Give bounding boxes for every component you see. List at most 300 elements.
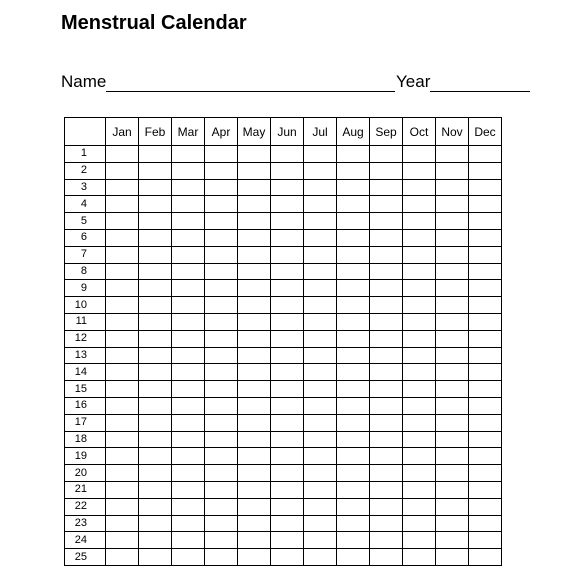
year-blank-line[interactable] bbox=[430, 91, 530, 92]
day-cell-feb[interactable] bbox=[139, 213, 172, 230]
day-cell-oct[interactable] bbox=[403, 162, 436, 179]
day-cell-nov[interactable] bbox=[436, 280, 469, 297]
day-cell-nov[interactable] bbox=[436, 246, 469, 263]
day-cell-jan[interactable] bbox=[106, 263, 139, 280]
day-cell-jan[interactable] bbox=[106, 146, 139, 163]
day-cell-jan[interactable] bbox=[106, 431, 139, 448]
day-cell-oct[interactable] bbox=[403, 330, 436, 347]
day-cell-feb[interactable] bbox=[139, 229, 172, 246]
day-cell-oct[interactable] bbox=[403, 481, 436, 498]
day-cell-aug[interactable] bbox=[337, 448, 370, 465]
day-cell-oct[interactable] bbox=[403, 532, 436, 549]
day-cell-jan[interactable] bbox=[106, 465, 139, 482]
day-cell-apr[interactable] bbox=[205, 431, 238, 448]
day-cell-may[interactable] bbox=[238, 213, 271, 230]
day-cell-apr[interactable] bbox=[205, 515, 238, 532]
day-cell-jun[interactable] bbox=[271, 196, 304, 213]
day-cell-mar[interactable] bbox=[172, 196, 205, 213]
day-cell-jan[interactable] bbox=[106, 213, 139, 230]
day-cell-apr[interactable] bbox=[205, 414, 238, 431]
day-cell-may[interactable] bbox=[238, 313, 271, 330]
day-cell-feb[interactable] bbox=[139, 364, 172, 381]
day-cell-may[interactable] bbox=[238, 481, 271, 498]
day-cell-apr[interactable] bbox=[205, 347, 238, 364]
day-cell-jul[interactable] bbox=[304, 481, 337, 498]
day-cell-sep[interactable] bbox=[370, 313, 403, 330]
day-cell-apr[interactable] bbox=[205, 146, 238, 163]
day-cell-sep[interactable] bbox=[370, 263, 403, 280]
day-cell-jun[interactable] bbox=[271, 213, 304, 230]
day-cell-jul[interactable] bbox=[304, 347, 337, 364]
day-cell-jul[interactable] bbox=[304, 465, 337, 482]
day-cell-feb[interactable] bbox=[139, 481, 172, 498]
day-cell-apr[interactable] bbox=[205, 448, 238, 465]
day-cell-sep[interactable] bbox=[370, 397, 403, 414]
day-cell-jan[interactable] bbox=[106, 313, 139, 330]
day-cell-may[interactable] bbox=[238, 297, 271, 314]
day-cell-dec[interactable] bbox=[469, 431, 502, 448]
day-cell-mar[interactable] bbox=[172, 515, 205, 532]
day-cell-feb[interactable] bbox=[139, 397, 172, 414]
day-cell-oct[interactable] bbox=[403, 364, 436, 381]
day-cell-apr[interactable] bbox=[205, 381, 238, 398]
day-cell-jul[interactable] bbox=[304, 431, 337, 448]
day-cell-nov[interactable] bbox=[436, 330, 469, 347]
day-cell-nov[interactable] bbox=[436, 213, 469, 230]
day-cell-aug[interactable] bbox=[337, 213, 370, 230]
day-cell-sep[interactable] bbox=[370, 431, 403, 448]
day-cell-apr[interactable] bbox=[205, 229, 238, 246]
day-cell-jun[interactable] bbox=[271, 364, 304, 381]
day-cell-aug[interactable] bbox=[337, 179, 370, 196]
day-cell-dec[interactable] bbox=[469, 263, 502, 280]
day-cell-feb[interactable] bbox=[139, 297, 172, 314]
day-cell-aug[interactable] bbox=[337, 465, 370, 482]
day-cell-dec[interactable] bbox=[469, 146, 502, 163]
day-cell-jan[interactable] bbox=[106, 162, 139, 179]
day-cell-may[interactable] bbox=[238, 146, 271, 163]
day-cell-dec[interactable] bbox=[469, 515, 502, 532]
day-cell-apr[interactable] bbox=[205, 246, 238, 263]
day-cell-dec[interactable] bbox=[469, 213, 502, 230]
day-cell-sep[interactable] bbox=[370, 414, 403, 431]
day-cell-may[interactable] bbox=[238, 179, 271, 196]
day-cell-dec[interactable] bbox=[469, 347, 502, 364]
day-cell-apr[interactable] bbox=[205, 465, 238, 482]
day-cell-nov[interactable] bbox=[436, 481, 469, 498]
day-cell-feb[interactable] bbox=[139, 347, 172, 364]
day-cell-dec[interactable] bbox=[469, 397, 502, 414]
day-cell-aug[interactable] bbox=[337, 431, 370, 448]
day-cell-sep[interactable] bbox=[370, 465, 403, 482]
day-cell-jun[interactable] bbox=[271, 532, 304, 549]
day-cell-jun[interactable] bbox=[271, 280, 304, 297]
day-cell-mar[interactable] bbox=[172, 162, 205, 179]
day-cell-may[interactable] bbox=[238, 263, 271, 280]
day-cell-apr[interactable] bbox=[205, 179, 238, 196]
day-cell-feb[interactable] bbox=[139, 549, 172, 566]
day-cell-apr[interactable] bbox=[205, 498, 238, 515]
day-cell-dec[interactable] bbox=[469, 465, 502, 482]
day-cell-nov[interactable] bbox=[436, 263, 469, 280]
day-cell-mar[interactable] bbox=[172, 397, 205, 414]
day-cell-feb[interactable] bbox=[139, 498, 172, 515]
day-cell-may[interactable] bbox=[238, 162, 271, 179]
day-cell-feb[interactable] bbox=[139, 146, 172, 163]
day-cell-sep[interactable] bbox=[370, 347, 403, 364]
day-cell-dec[interactable] bbox=[469, 414, 502, 431]
day-cell-jun[interactable] bbox=[271, 431, 304, 448]
day-cell-jan[interactable] bbox=[106, 515, 139, 532]
day-cell-sep[interactable] bbox=[370, 213, 403, 230]
day-cell-dec[interactable] bbox=[469, 448, 502, 465]
day-cell-jan[interactable] bbox=[106, 364, 139, 381]
day-cell-jan[interactable] bbox=[106, 498, 139, 515]
day-cell-feb[interactable] bbox=[139, 414, 172, 431]
day-cell-jul[interactable] bbox=[304, 532, 337, 549]
day-cell-jun[interactable] bbox=[271, 179, 304, 196]
day-cell-oct[interactable] bbox=[403, 397, 436, 414]
day-cell-aug[interactable] bbox=[337, 162, 370, 179]
day-cell-oct[interactable] bbox=[403, 347, 436, 364]
day-cell-jul[interactable] bbox=[304, 179, 337, 196]
day-cell-jan[interactable] bbox=[106, 481, 139, 498]
day-cell-jul[interactable] bbox=[304, 196, 337, 213]
day-cell-apr[interactable] bbox=[205, 330, 238, 347]
day-cell-nov[interactable] bbox=[436, 179, 469, 196]
day-cell-dec[interactable] bbox=[469, 229, 502, 246]
day-cell-nov[interactable] bbox=[436, 162, 469, 179]
day-cell-aug[interactable] bbox=[337, 515, 370, 532]
day-cell-dec[interactable] bbox=[469, 364, 502, 381]
day-cell-sep[interactable] bbox=[370, 381, 403, 398]
day-cell-feb[interactable] bbox=[139, 465, 172, 482]
day-cell-jun[interactable] bbox=[271, 397, 304, 414]
day-cell-jul[interactable] bbox=[304, 549, 337, 566]
day-cell-feb[interactable] bbox=[139, 162, 172, 179]
day-cell-sep[interactable] bbox=[370, 246, 403, 263]
day-cell-sep[interactable] bbox=[370, 364, 403, 381]
day-cell-jun[interactable] bbox=[271, 498, 304, 515]
day-cell-may[interactable] bbox=[238, 465, 271, 482]
day-cell-jun[interactable] bbox=[271, 465, 304, 482]
day-cell-sep[interactable] bbox=[370, 532, 403, 549]
day-cell-mar[interactable] bbox=[172, 364, 205, 381]
day-cell-jun[interactable] bbox=[271, 313, 304, 330]
day-cell-sep[interactable] bbox=[370, 162, 403, 179]
day-cell-sep[interactable] bbox=[370, 229, 403, 246]
day-cell-jan[interactable] bbox=[106, 196, 139, 213]
day-cell-sep[interactable] bbox=[370, 549, 403, 566]
day-cell-sep[interactable] bbox=[370, 280, 403, 297]
day-cell-may[interactable] bbox=[238, 280, 271, 297]
day-cell-dec[interactable] bbox=[469, 280, 502, 297]
day-cell-jul[interactable] bbox=[304, 414, 337, 431]
day-cell-nov[interactable] bbox=[436, 196, 469, 213]
day-cell-jun[interactable] bbox=[271, 162, 304, 179]
day-cell-jul[interactable] bbox=[304, 330, 337, 347]
day-cell-jun[interactable] bbox=[271, 515, 304, 532]
day-cell-jun[interactable] bbox=[271, 414, 304, 431]
day-cell-mar[interactable] bbox=[172, 532, 205, 549]
day-cell-nov[interactable] bbox=[436, 347, 469, 364]
day-cell-jan[interactable] bbox=[106, 381, 139, 398]
day-cell-sep[interactable] bbox=[370, 498, 403, 515]
day-cell-nov[interactable] bbox=[436, 515, 469, 532]
day-cell-dec[interactable] bbox=[469, 330, 502, 347]
day-cell-jul[interactable] bbox=[304, 229, 337, 246]
day-cell-sep[interactable] bbox=[370, 179, 403, 196]
day-cell-mar[interactable] bbox=[172, 313, 205, 330]
day-cell-feb[interactable] bbox=[139, 179, 172, 196]
day-cell-apr[interactable] bbox=[205, 196, 238, 213]
day-cell-apr[interactable] bbox=[205, 297, 238, 314]
day-cell-nov[interactable] bbox=[436, 146, 469, 163]
day-cell-aug[interactable] bbox=[337, 498, 370, 515]
day-cell-apr[interactable] bbox=[205, 481, 238, 498]
day-cell-jun[interactable] bbox=[271, 263, 304, 280]
day-cell-may[interactable] bbox=[238, 347, 271, 364]
day-cell-aug[interactable] bbox=[337, 330, 370, 347]
day-cell-oct[interactable] bbox=[403, 313, 436, 330]
day-cell-feb[interactable] bbox=[139, 448, 172, 465]
day-cell-jan[interactable] bbox=[106, 347, 139, 364]
day-cell-oct[interactable] bbox=[403, 448, 436, 465]
day-cell-jul[interactable] bbox=[304, 381, 337, 398]
day-cell-nov[interactable] bbox=[436, 364, 469, 381]
day-cell-dec[interactable] bbox=[469, 532, 502, 549]
day-cell-mar[interactable] bbox=[172, 481, 205, 498]
day-cell-jun[interactable] bbox=[271, 146, 304, 163]
day-cell-jan[interactable] bbox=[106, 246, 139, 263]
day-cell-jun[interactable] bbox=[271, 481, 304, 498]
day-cell-may[interactable] bbox=[238, 196, 271, 213]
day-cell-sep[interactable] bbox=[370, 330, 403, 347]
day-cell-may[interactable] bbox=[238, 515, 271, 532]
name-blank-line[interactable] bbox=[106, 91, 395, 92]
day-cell-jun[interactable] bbox=[271, 549, 304, 566]
day-cell-aug[interactable] bbox=[337, 146, 370, 163]
day-cell-mar[interactable] bbox=[172, 246, 205, 263]
day-cell-may[interactable] bbox=[238, 364, 271, 381]
day-cell-sep[interactable] bbox=[370, 146, 403, 163]
day-cell-aug[interactable] bbox=[337, 347, 370, 364]
day-cell-dec[interactable] bbox=[469, 313, 502, 330]
day-cell-mar[interactable] bbox=[172, 146, 205, 163]
day-cell-jan[interactable] bbox=[106, 448, 139, 465]
day-cell-dec[interactable] bbox=[469, 179, 502, 196]
day-cell-apr[interactable] bbox=[205, 313, 238, 330]
day-cell-jun[interactable] bbox=[271, 246, 304, 263]
day-cell-may[interactable] bbox=[238, 414, 271, 431]
day-cell-jul[interactable] bbox=[304, 515, 337, 532]
day-cell-oct[interactable] bbox=[403, 263, 436, 280]
day-cell-feb[interactable] bbox=[139, 280, 172, 297]
day-cell-jan[interactable] bbox=[106, 397, 139, 414]
day-cell-oct[interactable] bbox=[403, 246, 436, 263]
day-cell-sep[interactable] bbox=[370, 481, 403, 498]
day-cell-mar[interactable] bbox=[172, 297, 205, 314]
day-cell-oct[interactable] bbox=[403, 465, 436, 482]
day-cell-feb[interactable] bbox=[139, 246, 172, 263]
day-cell-jul[interactable] bbox=[304, 246, 337, 263]
day-cell-jul[interactable] bbox=[304, 297, 337, 314]
day-cell-dec[interactable] bbox=[469, 162, 502, 179]
day-cell-aug[interactable] bbox=[337, 229, 370, 246]
day-cell-feb[interactable] bbox=[139, 196, 172, 213]
day-cell-jan[interactable] bbox=[106, 414, 139, 431]
day-cell-jul[interactable] bbox=[304, 448, 337, 465]
day-cell-jan[interactable] bbox=[106, 297, 139, 314]
day-cell-apr[interactable] bbox=[205, 213, 238, 230]
day-cell-aug[interactable] bbox=[337, 263, 370, 280]
day-cell-may[interactable] bbox=[238, 431, 271, 448]
day-cell-feb[interactable] bbox=[139, 431, 172, 448]
day-cell-nov[interactable] bbox=[436, 448, 469, 465]
day-cell-feb[interactable] bbox=[139, 313, 172, 330]
day-cell-aug[interactable] bbox=[337, 397, 370, 414]
day-cell-nov[interactable] bbox=[436, 229, 469, 246]
day-cell-jan[interactable] bbox=[106, 179, 139, 196]
day-cell-mar[interactable] bbox=[172, 347, 205, 364]
day-cell-mar[interactable] bbox=[172, 549, 205, 566]
day-cell-aug[interactable] bbox=[337, 313, 370, 330]
day-cell-oct[interactable] bbox=[403, 515, 436, 532]
day-cell-mar[interactable] bbox=[172, 213, 205, 230]
day-cell-mar[interactable] bbox=[172, 263, 205, 280]
day-cell-may[interactable] bbox=[238, 397, 271, 414]
day-cell-jul[interactable] bbox=[304, 313, 337, 330]
day-cell-mar[interactable] bbox=[172, 498, 205, 515]
day-cell-aug[interactable] bbox=[337, 381, 370, 398]
day-cell-dec[interactable] bbox=[469, 549, 502, 566]
day-cell-may[interactable] bbox=[238, 229, 271, 246]
day-cell-dec[interactable] bbox=[469, 297, 502, 314]
day-cell-aug[interactable] bbox=[337, 414, 370, 431]
day-cell-jul[interactable] bbox=[304, 263, 337, 280]
day-cell-aug[interactable] bbox=[337, 549, 370, 566]
day-cell-mar[interactable] bbox=[172, 431, 205, 448]
day-cell-sep[interactable] bbox=[370, 196, 403, 213]
day-cell-mar[interactable] bbox=[172, 330, 205, 347]
day-cell-mar[interactable] bbox=[172, 381, 205, 398]
day-cell-aug[interactable] bbox=[337, 196, 370, 213]
day-cell-dec[interactable] bbox=[469, 381, 502, 398]
day-cell-apr[interactable] bbox=[205, 263, 238, 280]
day-cell-aug[interactable] bbox=[337, 532, 370, 549]
day-cell-dec[interactable] bbox=[469, 498, 502, 515]
day-cell-jan[interactable] bbox=[106, 549, 139, 566]
day-cell-apr[interactable] bbox=[205, 532, 238, 549]
day-cell-apr[interactable] bbox=[205, 162, 238, 179]
day-cell-jan[interactable] bbox=[106, 330, 139, 347]
day-cell-oct[interactable] bbox=[403, 229, 436, 246]
day-cell-apr[interactable] bbox=[205, 280, 238, 297]
day-cell-may[interactable] bbox=[238, 330, 271, 347]
day-cell-may[interactable] bbox=[238, 246, 271, 263]
day-cell-aug[interactable] bbox=[337, 246, 370, 263]
day-cell-nov[interactable] bbox=[436, 532, 469, 549]
day-cell-dec[interactable] bbox=[469, 196, 502, 213]
day-cell-nov[interactable] bbox=[436, 414, 469, 431]
day-cell-oct[interactable] bbox=[403, 179, 436, 196]
day-cell-jun[interactable] bbox=[271, 347, 304, 364]
day-cell-oct[interactable] bbox=[403, 498, 436, 515]
day-cell-nov[interactable] bbox=[436, 397, 469, 414]
day-cell-nov[interactable] bbox=[436, 549, 469, 566]
day-cell-aug[interactable] bbox=[337, 297, 370, 314]
day-cell-may[interactable] bbox=[238, 549, 271, 566]
day-cell-feb[interactable] bbox=[139, 515, 172, 532]
day-cell-nov[interactable] bbox=[436, 431, 469, 448]
day-cell-sep[interactable] bbox=[370, 515, 403, 532]
day-cell-jun[interactable] bbox=[271, 330, 304, 347]
day-cell-jan[interactable] bbox=[106, 532, 139, 549]
day-cell-oct[interactable] bbox=[403, 196, 436, 213]
day-cell-oct[interactable] bbox=[403, 146, 436, 163]
day-cell-aug[interactable] bbox=[337, 364, 370, 381]
day-cell-aug[interactable] bbox=[337, 481, 370, 498]
day-cell-mar[interactable] bbox=[172, 179, 205, 196]
day-cell-dec[interactable] bbox=[469, 246, 502, 263]
day-cell-oct[interactable] bbox=[403, 297, 436, 314]
day-cell-may[interactable] bbox=[238, 381, 271, 398]
day-cell-feb[interactable] bbox=[139, 330, 172, 347]
day-cell-jan[interactable] bbox=[106, 229, 139, 246]
day-cell-feb[interactable] bbox=[139, 263, 172, 280]
day-cell-aug[interactable] bbox=[337, 280, 370, 297]
day-cell-nov[interactable] bbox=[436, 465, 469, 482]
day-cell-jun[interactable] bbox=[271, 297, 304, 314]
day-cell-may[interactable] bbox=[238, 448, 271, 465]
day-cell-mar[interactable] bbox=[172, 465, 205, 482]
day-cell-oct[interactable] bbox=[403, 381, 436, 398]
day-cell-mar[interactable] bbox=[172, 229, 205, 246]
day-cell-nov[interactable] bbox=[436, 297, 469, 314]
day-cell-dec[interactable] bbox=[469, 481, 502, 498]
day-cell-jun[interactable] bbox=[271, 448, 304, 465]
day-cell-jul[interactable] bbox=[304, 498, 337, 515]
day-cell-oct[interactable] bbox=[403, 431, 436, 448]
day-cell-apr[interactable] bbox=[205, 549, 238, 566]
day-cell-jul[interactable] bbox=[304, 146, 337, 163]
day-cell-sep[interactable] bbox=[370, 297, 403, 314]
day-cell-mar[interactable] bbox=[172, 414, 205, 431]
day-cell-oct[interactable] bbox=[403, 213, 436, 230]
day-cell-oct[interactable] bbox=[403, 280, 436, 297]
day-cell-may[interactable] bbox=[238, 532, 271, 549]
day-cell-feb[interactable] bbox=[139, 532, 172, 549]
day-cell-mar[interactable] bbox=[172, 280, 205, 297]
day-cell-sep[interactable] bbox=[370, 448, 403, 465]
day-cell-apr[interactable] bbox=[205, 364, 238, 381]
day-cell-nov[interactable] bbox=[436, 381, 469, 398]
day-cell-nov[interactable] bbox=[436, 498, 469, 515]
day-cell-may[interactable] bbox=[238, 498, 271, 515]
day-cell-jul[interactable] bbox=[304, 397, 337, 414]
day-cell-jan[interactable] bbox=[106, 280, 139, 297]
day-cell-jul[interactable] bbox=[304, 364, 337, 381]
day-cell-oct[interactable] bbox=[403, 414, 436, 431]
day-cell-jul[interactable] bbox=[304, 162, 337, 179]
day-cell-nov[interactable] bbox=[436, 313, 469, 330]
day-cell-jun[interactable] bbox=[271, 229, 304, 246]
day-cell-jun[interactable] bbox=[271, 381, 304, 398]
day-cell-oct[interactable] bbox=[403, 549, 436, 566]
day-cell-jul[interactable] bbox=[304, 280, 337, 297]
day-cell-apr[interactable] bbox=[205, 397, 238, 414]
day-cell-feb[interactable] bbox=[139, 381, 172, 398]
